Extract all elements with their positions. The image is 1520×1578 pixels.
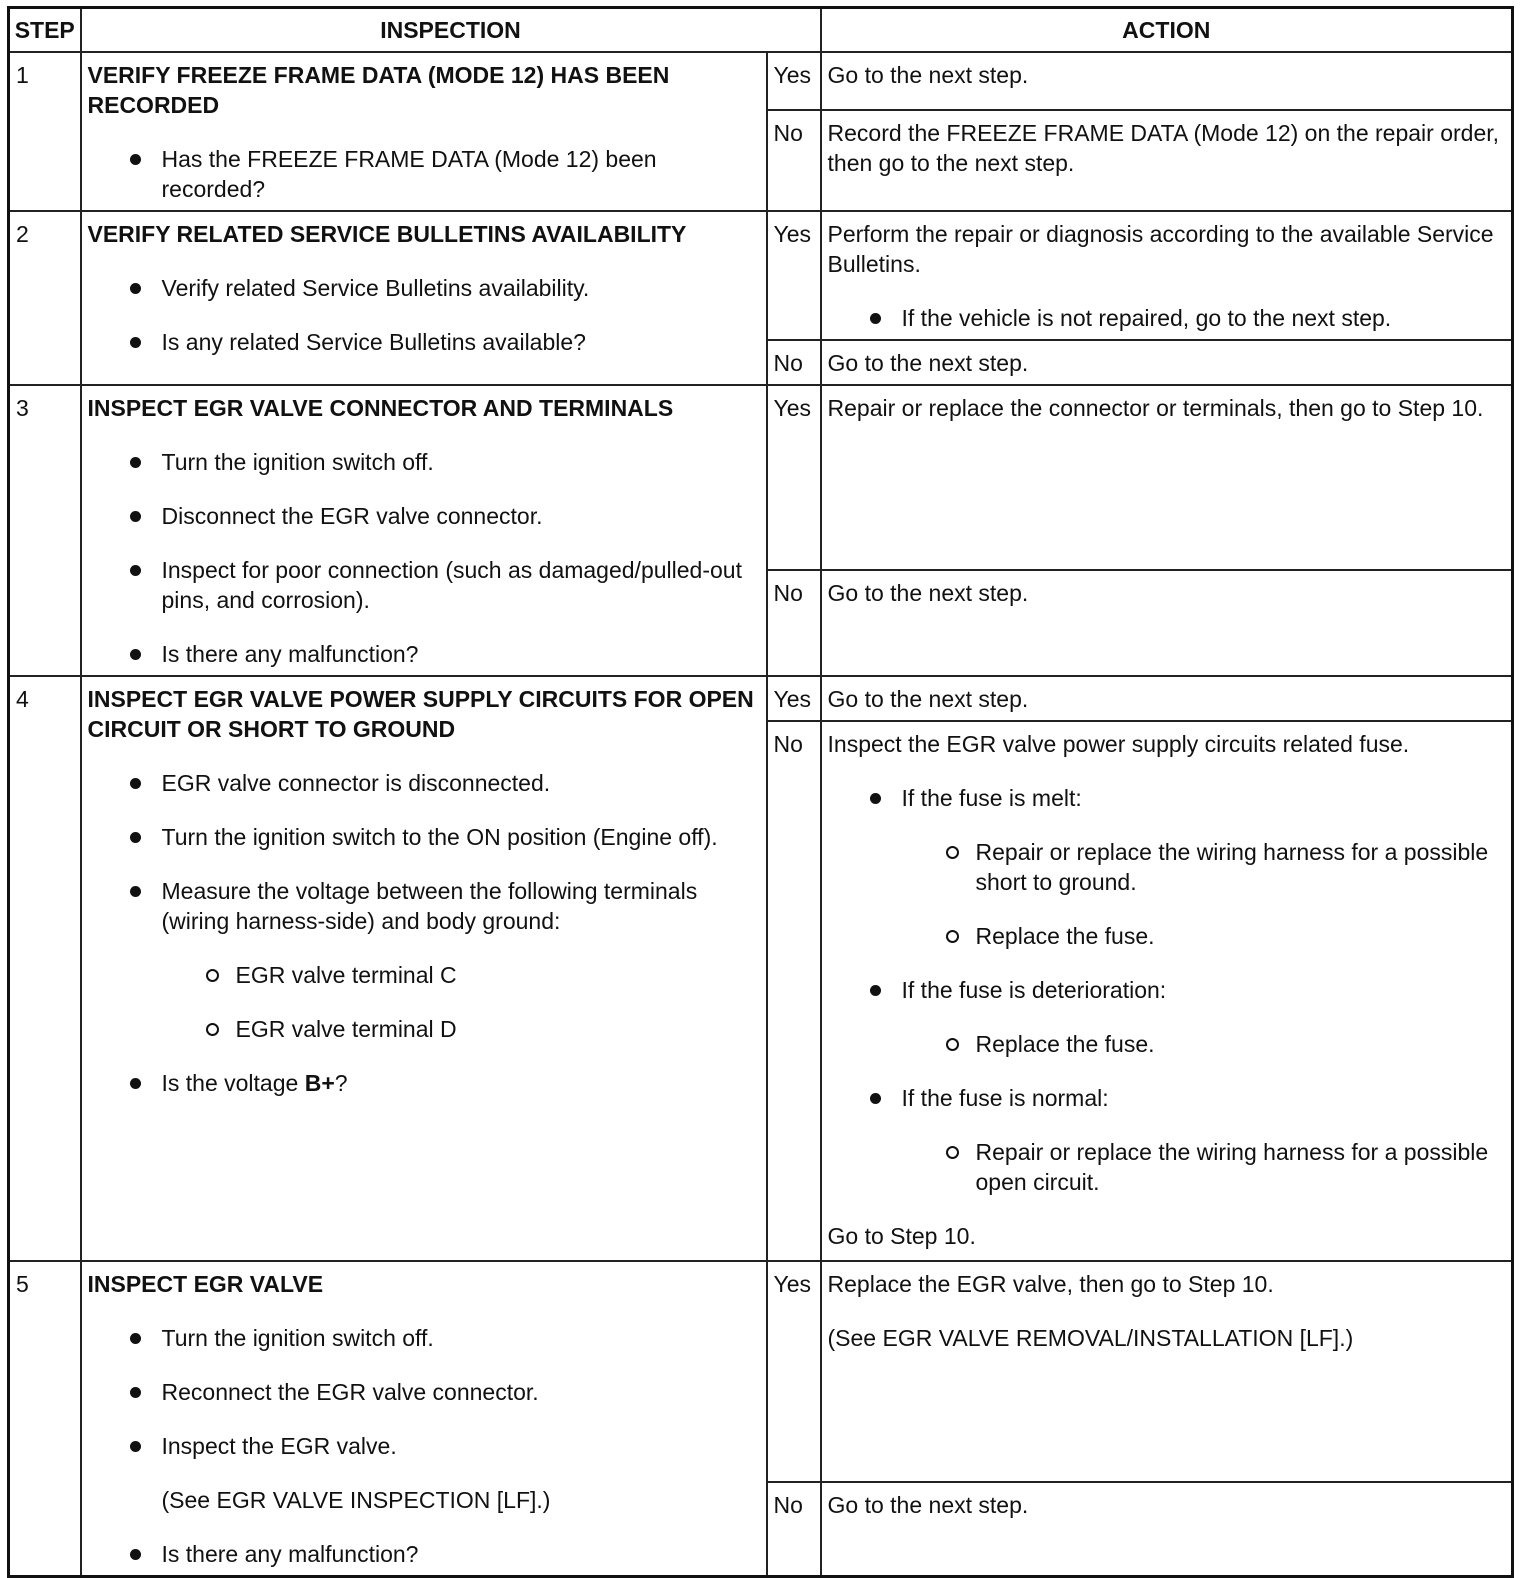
bullet-item	[902, 783, 1506, 951]
no-action	[821, 721, 1513, 1261]
yes-action-text: Go to the next step.	[827, 686, 1029, 712]
no-action-text: Go to the next step.	[827, 579, 1029, 606]
yes-label: Yes	[767, 385, 821, 570]
inspection-title: VERIFY RELATED SERVICE BULLETINS AVAILABILITY	[87, 221, 687, 247]
bullet-item: Verify related Service Bulletins availability.	[162, 273, 760, 303]
no-action-text: Record the FREEZE FRAME DATA (Mode 12) on the repair order, then go to the next step.	[827, 120, 1500, 177]
yes-action	[821, 211, 1513, 340]
bullet-text: If the fuse is melt:	[901, 785, 1082, 811]
bullet-item: Is any related Service Bulletins available?	[162, 327, 760, 357]
sub-bullet-item: EGR valve terminal D	[236, 1014, 760, 1044]
bullet-item: Inspect the EGR valve.	[162, 1431, 760, 1461]
inspection-title: INSPECT EGR VALVE POWER SUPPLY CIRCUITS FOR OPEN CIRCUIT OR SHORT TO GROUND	[87, 686, 754, 742]
yes-action	[821, 385, 1513, 570]
bullet-item: Is there any malfunction?	[162, 639, 760, 669]
step-number: 3	[9, 385, 81, 676]
yes-action-text: Replace the EGR valve, then go to Step 10.	[827, 1271, 1274, 1297]
bullet-item	[162, 1068, 760, 1098]
bullet-item	[162, 876, 760, 1044]
sub-bullets	[902, 1137, 1506, 1197]
inspection-bullets	[88, 144, 760, 204]
bullet-bold-text: B+	[304, 1070, 335, 1096]
yes-action-text: Repair or replace the connector or terminals, then go to Step 10.	[827, 395, 1484, 421]
bullet-item: Disconnect the EGR valve connector.	[162, 501, 760, 531]
no-action	[821, 110, 1513, 211]
bullet-text: If the fuse is normal:	[901, 1085, 1109, 1111]
no-label: No	[767, 721, 821, 1261]
inspection-cell	[81, 676, 767, 1261]
yes-action	[821, 52, 1513, 110]
sub-bullet-item: Repair or replace the wiring harness for a possible open circuit.	[976, 1137, 1506, 1197]
bullet-item: Turn the ignition switch off.	[162, 1323, 760, 1353]
yes-label: Yes	[767, 211, 821, 340]
sub-bullet-item: EGR valve terminal C	[236, 960, 760, 990]
inspection-bullets	[88, 1323, 760, 1461]
bullet-item: Turn the ignition switch to the ON position (Engine off).	[162, 822, 760, 852]
bullet-text: If the fuse is deterioration:	[901, 977, 1167, 1003]
action-bullets	[828, 783, 1506, 1197]
step-number: 5	[9, 1261, 81, 1577]
yes-action	[821, 1261, 1513, 1482]
bullet-item: Inspect for poor connection (such as damaged/pulled-out pins, and corrosion).	[162, 555, 760, 615]
no-action	[821, 1482, 1513, 1576]
yes-action-text: Perform the repair or diagnosis according to the available Service Bulletins.	[827, 221, 1494, 277]
bullet-item: Has the FREEZE FRAME DATA (Mode 12) been recorded?	[162, 144, 760, 204]
no-action-final: Go to Step 10.	[827, 1223, 976, 1249]
no-label: No	[767, 570, 821, 676]
bullet-suffix: ?	[334, 1070, 348, 1096]
inspection-bullets	[88, 447, 760, 669]
inspection-cell	[81, 211, 767, 385]
header-inspection: INSPECTION	[81, 8, 821, 53]
yes-label: Yes	[767, 1261, 821, 1482]
inspection-cell	[81, 385, 767, 676]
yes-label: Yes	[767, 52, 821, 110]
step-row-4	[9, 676, 1513, 721]
inspection-cell	[81, 52, 767, 211]
no-label: No	[767, 1482, 821, 1576]
inspection-bullets	[88, 273, 760, 357]
step-row-5	[9, 1261, 1513, 1482]
inspection-title: VERIFY FREEZE FRAME DATA (MODE 12) HAS BEEN RECORDED	[87, 62, 670, 118]
diagnostic-procedure-table	[7, 6, 1514, 1578]
bullet-text: Is the voltage	[161, 1070, 305, 1096]
yes-action-note: (See EGR VALVE REMOVAL/INSTALLATION [LF].)	[827, 1325, 1354, 1351]
yes-action-text: Go to the next step.	[827, 62, 1029, 88]
sub-bullet-item: Replace the fuse.	[976, 921, 1506, 951]
no-action	[821, 570, 1513, 676]
sub-bullets	[902, 837, 1506, 951]
bullet-text: Measure the voltage between the following terminals (wiring harness-side) and body ground:	[161, 878, 698, 934]
sub-bullets	[902, 1029, 1506, 1059]
no-action-text: Go to the next step.	[827, 350, 1029, 376]
bullet-item	[902, 1083, 1506, 1197]
yes-action	[821, 676, 1513, 721]
bullet-item	[902, 975, 1506, 1059]
step-row-3	[9, 385, 1513, 570]
bullet-item: Is there any malfunction?	[162, 1539, 760, 1569]
no-action-text: Go to the next step.	[827, 1492, 1029, 1519]
sub-bullets	[162, 960, 760, 1044]
step-row-2	[9, 211, 1513, 340]
bullet-item: Turn the ignition switch off.	[162, 447, 760, 477]
bullet-item: Reconnect the EGR valve connector.	[162, 1377, 760, 1407]
inspection-title: INSPECT EGR VALVE CONNECTOR AND TERMINALS	[87, 395, 674, 421]
no-action-text: Inspect the EGR valve power supply circuits related fuse.	[827, 731, 1410, 757]
no-label: No	[767, 110, 821, 211]
bullet-item: EGR valve connector is disconnected.	[162, 768, 760, 798]
inspection-reference-note: (See EGR VALVE INSPECTION [LF].)	[161, 1487, 551, 1513]
step-number: 2	[9, 211, 81, 385]
sub-bullet-item: Repair or replace the wiring harness for a possible short to ground.	[976, 837, 1506, 897]
inspection-bullets	[88, 1539, 760, 1569]
step-number: 4	[9, 676, 81, 1261]
no-action	[821, 340, 1513, 385]
header-action: ACTION	[821, 8, 1513, 53]
header-row	[9, 8, 1513, 53]
yes-label: Yes	[767, 676, 821, 721]
inspection-title: INSPECT EGR VALVE	[87, 1271, 324, 1297]
inspection-cell	[81, 1261, 767, 1577]
action-bullets	[828, 303, 1506, 333]
bullet-item: If the vehicle is not repaired, go to the next step.	[902, 303, 1506, 333]
step-number: 1	[9, 52, 81, 211]
header-step: STEP	[9, 8, 81, 53]
no-label: No	[767, 340, 821, 385]
inspection-bullets	[88, 768, 760, 1098]
sub-bullet-item: Replace the fuse.	[976, 1029, 1506, 1059]
step-row-1	[9, 52, 1513, 110]
